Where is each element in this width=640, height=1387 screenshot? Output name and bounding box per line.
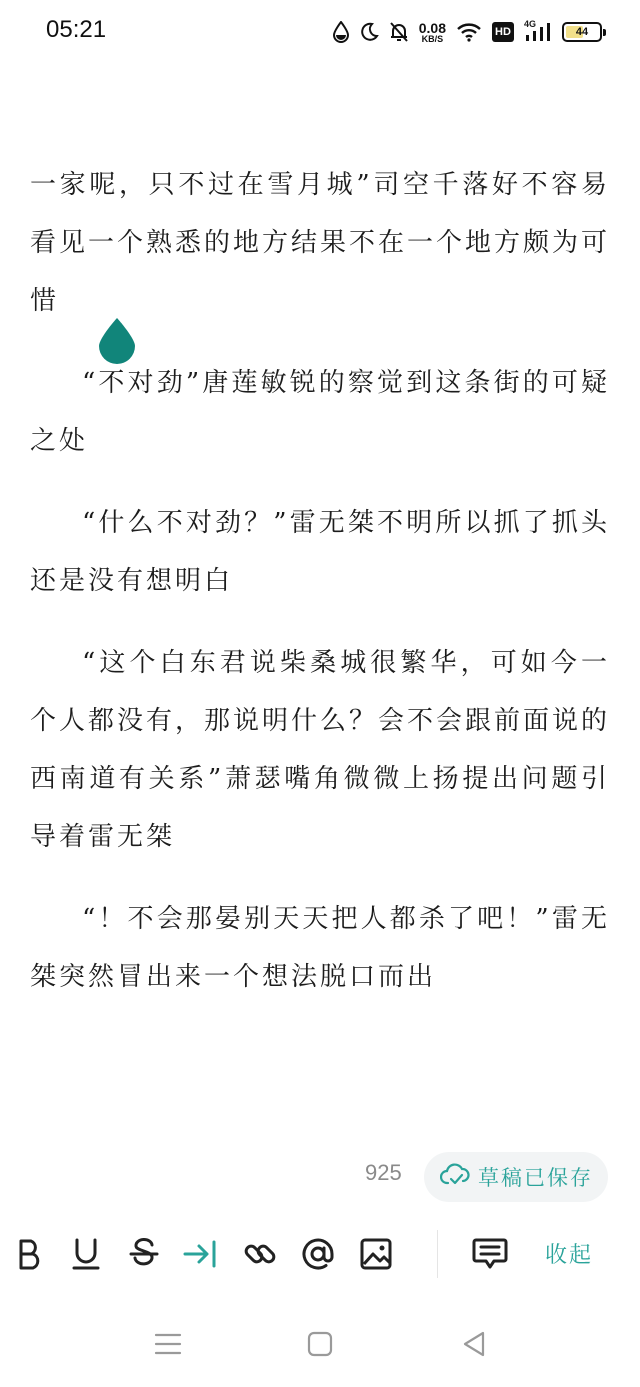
image-icon[interactable] <box>356 1234 396 1274</box>
cloud-check-icon <box>440 1163 470 1191</box>
bold-icon[interactable] <box>10 1234 50 1274</box>
water-drop-icon <box>333 21 349 43</box>
comment-icon[interactable] <box>470 1234 510 1274</box>
mention-icon[interactable] <box>298 1234 338 1274</box>
status-bar <box>0 0 640 64</box>
signal-label: 4G <box>524 19 537 29</box>
moon-icon <box>359 22 379 42</box>
system-navbar <box>0 1300 640 1387</box>
battery-icon <box>562 22 602 42</box>
save-status-text: 草稿已保存 <box>478 1166 593 1190</box>
back-icon[interactable] <box>456 1326 492 1362</box>
paragraph[interactable]: “！不会那晏别天天把人都杀了吧！”雷无桀突然冒出来一个想法脱口而出 <box>30 904 610 992</box>
signal-icon <box>524 21 552 43</box>
indent-icon[interactable] <box>180 1234 220 1274</box>
cursor-handle[interactable] <box>97 318 137 366</box>
menu-icon[interactable] <box>150 1326 186 1362</box>
collapse-button[interactable]: 收起 <box>545 1243 594 1268</box>
save-status-badge <box>424 1152 608 1202</box>
toolbar-divider <box>437 1230 438 1278</box>
wifi-icon <box>456 22 482 42</box>
battery-level: 44 <box>575 26 589 38</box>
word-count: 925 <box>365 1160 402 1185</box>
paragraph[interactable]: “这个白东君说柴桑城很繁华，可如今一个人都没有，那说明什么？会不会跟前面说的西南道有关系”萧瑟嘴角微微上扬提出问题引导着雷无桀 <box>30 648 611 852</box>
strikethrough-icon[interactable] <box>124 1234 164 1274</box>
formatting-toolbar <box>0 1222 640 1286</box>
status-icons <box>333 16 602 48</box>
home-icon[interactable] <box>302 1326 338 1362</box>
paragraph[interactable]: 一家呢，只不过在雪月城”司空千落好不容易看见一个熟悉的地方结果不在一个地方颇为可惜 <box>30 170 611 316</box>
net-speed-unit: KB/S <box>421 33 444 44</box>
net-speed <box>419 21 446 44</box>
hd-badge: HD <box>492 22 514 42</box>
net-speed-value: 0.08 <box>418 19 446 36</box>
status-time: 05:21 <box>46 16 107 43</box>
paragraph[interactable]: “什么不对劲？”雷无桀不明所以抓了抓头还是没有想明白 <box>30 508 610 596</box>
paragraph[interactable]: “不对劲”唐莲敏锐的察觉到这条街的可疑之处 <box>30 368 610 456</box>
editor-content[interactable] <box>30 156 610 1030</box>
underline-icon[interactable] <box>66 1234 106 1274</box>
link-icon[interactable] <box>240 1234 280 1274</box>
bell-off-icon <box>389 21 409 43</box>
